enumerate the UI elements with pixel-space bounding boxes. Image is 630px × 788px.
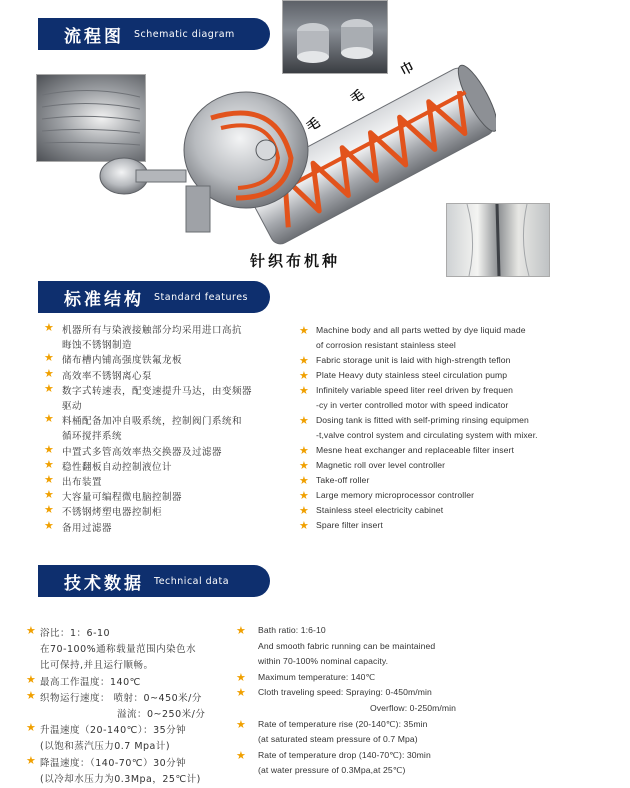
technical-title-banner <box>38 565 270 597</box>
star-icon: ★ <box>299 459 309 472</box>
list-item-line: (以冷却水压力为0.3Mpa，25℃计) <box>40 773 201 785</box>
list-item-line: 料桶配备加冲自吸系统，控制阀门系统和 <box>62 416 243 428</box>
list-item-line: And smooth fabric running can be maintained <box>258 640 436 651</box>
list-item-line: Cloth traveling speed: Spraying: 0-450m/min <box>258 687 432 698</box>
star-icon: ★ <box>44 321 54 334</box>
list-item-line: 储布槽内铺高强度铁氟龙板 <box>62 355 183 367</box>
star-icon: ★ <box>44 442 54 456</box>
star-icon: ★ <box>44 457 54 471</box>
list-item-line: (以饱和蒸汽压力0.7 Mpa计) <box>40 741 171 753</box>
star-icon: ★ <box>299 414 309 427</box>
list-item-line: 比可保持,并且运行顺畅。 <box>40 660 154 672</box>
star-icon: ★ <box>236 670 246 684</box>
flow-title-zh: 流程图 <box>64 26 124 47</box>
list-item-line: (at water pressure of 0.3Mpa,at 25℃) <box>258 765 406 776</box>
star-icon: ★ <box>299 444 309 457</box>
list-item-line: within 70-100% nominal capacity. <box>258 656 389 667</box>
list-item-line: 织物运行速度： 喷射：0~450米/分 <box>40 692 202 704</box>
star-icon: ★ <box>44 488 54 502</box>
list-item-line: 不锈钢烤塑电器控制柜 <box>62 507 163 519</box>
list-item-line: 出布装置 <box>62 477 103 488</box>
list-item-line: 溢流：0~250米/分 <box>117 709 206 720</box>
star-icon: ★ <box>26 753 36 767</box>
flow-title-banner <box>38 18 270 50</box>
list-item-line: of corrosion resistant stainless steel <box>316 340 456 350</box>
list-item-line: Bath ratio: 1:6-10 <box>258 625 326 635</box>
list-item-line: Plate Heavy duty stainless steel circulation pump <box>316 370 508 380</box>
star-icon: ★ <box>44 412 54 426</box>
list-item-line: Large memory microprocessor controller <box>316 490 475 500</box>
list-item-line: 稳性翻板自动控制液位计 <box>62 461 173 473</box>
list-item-line: (at saturated steam pressure of 0.7 Mpa) <box>258 734 418 745</box>
fabric-photo-art <box>447 204 549 276</box>
list-item-line: 降温速度：（140-70℃）30分钟 <box>40 757 187 769</box>
star-icon: ★ <box>299 504 309 517</box>
list-item-line: 备用过滤器 <box>62 522 113 534</box>
star-icon: ★ <box>236 717 246 731</box>
list-item-line: Take-off roller <box>316 475 370 485</box>
list-item-line: 机器所有与染液接触部分均采用进口高抗 <box>62 325 243 336</box>
star-icon: ★ <box>299 474 309 487</box>
star-icon: ★ <box>26 672 36 686</box>
star-icon: ★ <box>26 624 36 637</box>
list-item-line: 数字式转速表，配变速提升马达，由变频器 <box>62 385 253 397</box>
side-char-1: 毛 <box>304 115 323 135</box>
list-item-line: 浴比：1：6-10 <box>40 628 111 639</box>
list-item-line: 大容量可编程微电脑控制器 <box>62 492 183 504</box>
star-icon: ★ <box>299 519 309 532</box>
fabric-photo <box>446 203 550 277</box>
star-icon: ★ <box>236 686 246 700</box>
list-item-line: 升温速度（20-140℃）：35分钟 <box>40 725 187 737</box>
star-icon: ★ <box>26 721 36 735</box>
standard-title-zh: 标准结构 <box>64 289 144 310</box>
list-item-line: 最高工作温度：140℃ <box>40 676 141 688</box>
list-item-line: 循环搅拌系统 <box>62 431 123 443</box>
standard-title-banner <box>38 281 270 313</box>
list-item-line: 在70-100%通称载量范围内染色水 <box>40 644 197 656</box>
star-icon: ★ <box>299 369 309 382</box>
list-item-line: Dosing tank is fitted with self-priming rinsing equipmen <box>316 415 529 425</box>
star-icon: ★ <box>44 518 54 532</box>
list-item-line: Infinitely variable speed liter reel driven by frequen <box>316 385 513 395</box>
machine-illustration <box>96 58 496 258</box>
star-icon: ★ <box>299 384 309 397</box>
list-item-line: Magnetic roll over level controller <box>316 460 446 470</box>
list-item-line: 高效率不锈钢离心泵 <box>62 370 153 382</box>
star-icon: ★ <box>236 748 246 762</box>
flow-caption: 针织布机种 <box>250 252 341 270</box>
standard-title-en: Standard features <box>154 291 248 303</box>
star-icon: ★ <box>44 351 54 365</box>
list-item-line: Rate of temperature drop (140-70℃): 30min <box>258 749 431 760</box>
star-icon: ★ <box>299 324 309 337</box>
list-item-line: Rate of temperature rise (20-140℃): 35min <box>258 718 428 729</box>
list-item-line: -cy in verter controlled motor with speed indicator <box>316 400 509 410</box>
technical-title-zh: 技术数据 <box>64 573 144 594</box>
list-item-line: 中置式多管高效率热交换器及过滤器 <box>62 446 223 458</box>
star-icon: ★ <box>44 366 54 380</box>
technical-title-en: Technical data <box>154 575 230 587</box>
star-icon: ★ <box>299 489 309 502</box>
star-icon: ★ <box>236 624 246 637</box>
list-item-line: Maximum temperature: 140℃ <box>258 671 376 682</box>
star-icon: ★ <box>44 381 54 395</box>
star-icon: ★ <box>44 473 54 486</box>
star-icon: ★ <box>299 354 309 367</box>
star-icon: ★ <box>26 688 36 702</box>
star-icon: ★ <box>44 503 54 517</box>
list-item-line: Machine body and all parts wetted by dye liquid made <box>316 325 526 335</box>
side-char-2: 毛 <box>348 87 367 107</box>
list-item-line: Fabric storage unit is laid with high-strength teflon <box>316 355 511 365</box>
list-item-line: 驱动 <box>62 401 83 412</box>
list-item-line: Spare filter insert <box>316 520 383 530</box>
list-item-line: Stainless steel electricity cabinet <box>316 505 444 515</box>
flow-title-en: Schematic diagram <box>134 28 235 40</box>
list-item-line: 晦蚀不锈钢制造 <box>62 340 133 352</box>
list-item-line: -t,valve control system and circulating system with mixer. <box>316 430 538 440</box>
list-item-line: Overflow: 0-250m/min <box>370 703 457 713</box>
side-char-3: 巾 <box>398 59 417 79</box>
list-item-line: Mesne heat exchanger and replaceable filter insert <box>316 445 514 455</box>
